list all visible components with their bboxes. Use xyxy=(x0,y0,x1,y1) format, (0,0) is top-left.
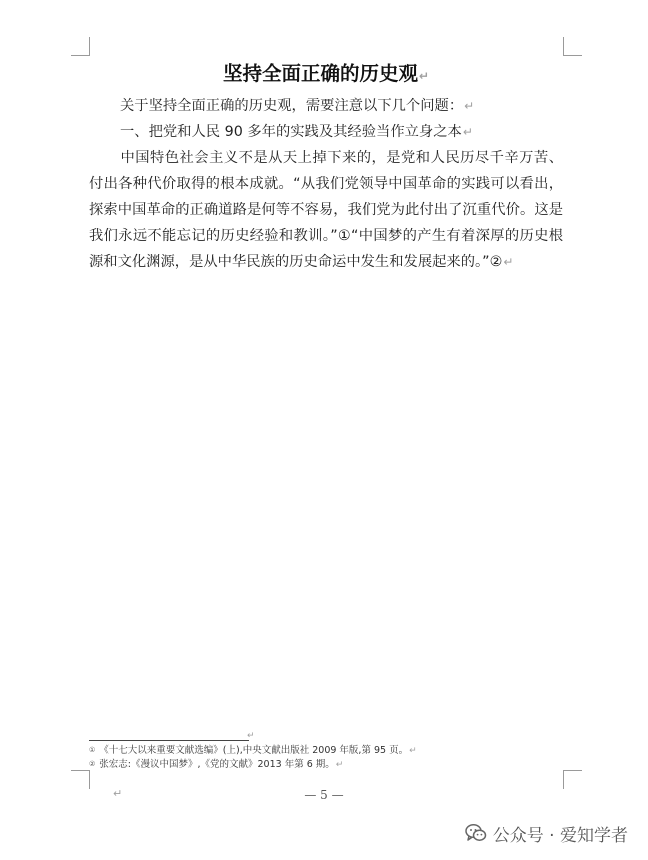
margin-corner-bottom-right xyxy=(563,770,582,789)
footnote-item xyxy=(89,744,563,758)
document-body xyxy=(89,93,563,275)
paragraph-mark-icon: ↵ xyxy=(464,99,475,113)
wechat-icon xyxy=(465,823,487,843)
title-text: 坚持全面正确的历史观 xyxy=(222,62,418,85)
footnote-separator xyxy=(89,740,249,741)
paragraph-mark-icon: ↵ xyxy=(462,125,473,139)
footnotes xyxy=(89,744,563,772)
footnote-item xyxy=(89,758,563,772)
watermark xyxy=(465,820,628,846)
footnote-text: 《十七大以来重要文献选编》(上),中央文献出版社 2009 年版,第 95 页。 xyxy=(99,745,409,756)
paragraph-mark-icon: ↵ xyxy=(409,746,417,756)
paragraph-mark-icon: ↵ xyxy=(335,760,344,770)
section-heading xyxy=(89,119,563,145)
paragraph-text: 关于坚持全面正确的历史观，需要注意以下几个问题： xyxy=(120,98,464,114)
page-number: — 5 — xyxy=(304,788,344,802)
margin-corner-top-left xyxy=(71,37,90,56)
paragraph-mark-icon: ↵ xyxy=(113,787,123,800)
paragraph-mark-icon: ↵ xyxy=(418,69,430,83)
paragraph-text: 一、把党和人民 90 多年的实践及其经验当作立身之本 xyxy=(120,124,462,140)
margin-corner-top-right xyxy=(563,37,582,56)
watermark-text: 公众号 · 爱知学者 xyxy=(492,825,628,846)
margin-corner-bottom-left xyxy=(71,770,90,789)
paragraph-intro xyxy=(89,93,563,119)
footnote-number: ② xyxy=(89,760,96,768)
paragraph-body xyxy=(89,145,563,275)
paragraph-mark-icon: ↵ xyxy=(247,731,255,741)
paragraph-text: 中国特色社会主义不是从天上掉下来的，是党和人民历尽千辛万苦、付出各种代价取得的根本成就。“从我们党领导中国革命的实践可以看出，探索中国革命的正确道路是何等不容易，我们党为此付出了沉重代价。这是我们永远不能忘记的历史经验和教训。”①“中国梦的产生有着深厚的历史根源和文化渊源，是从中华民族的历史命运中发生和发展起来的。”② xyxy=(89,150,563,270)
document-title xyxy=(89,60,563,90)
footnote-number: ① xyxy=(89,746,96,754)
footnote-text: 张宏志:《漫议中国梦》,《党的文献》2013 年第 6 期。 xyxy=(99,759,335,770)
paragraph-mark-icon: ↵ xyxy=(503,255,514,269)
